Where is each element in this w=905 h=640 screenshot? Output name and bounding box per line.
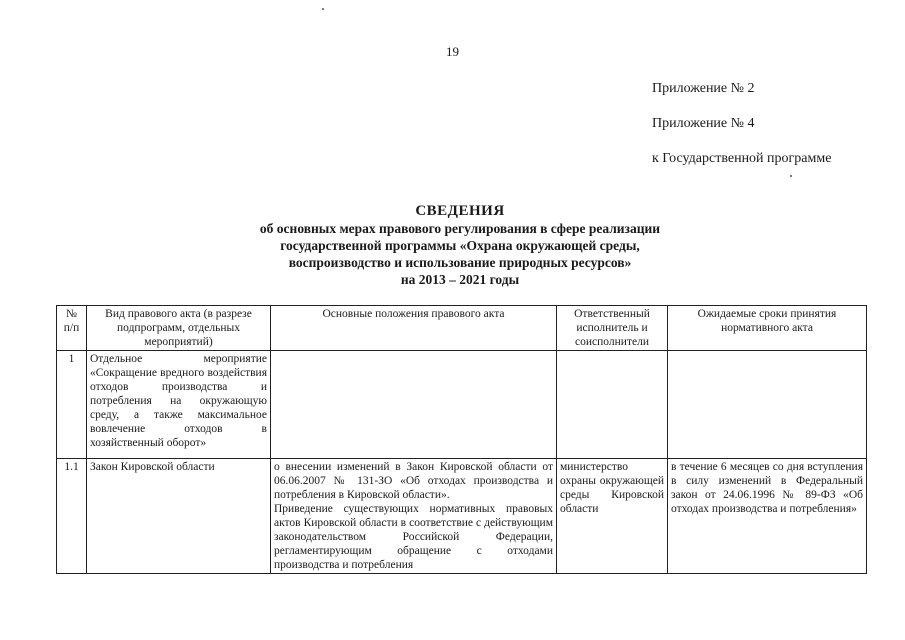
provisions-paragraph-2: Приведение существующих нормативных правовых актов Кировской области в соответствие с действующим законодательством Российской Федерации, регламентирующим обращение с отходами производства и потребления — [274, 503, 553, 571]
title-main: СВЕДЕНИЯ — [415, 203, 505, 219]
row-num: 1.1 — [57, 459, 87, 574]
header-num: № п/п — [57, 306, 87, 351]
title-line-3: воспроизводство и использование природных ресурсов» — [288, 255, 632, 270]
appendix-line-1: Приложение № 2 — [652, 81, 755, 96]
title-line-4: на 2013 – 2021 годы — [400, 272, 520, 287]
header-responsible: Ответственный исполнитель и соисполнители — [557, 306, 668, 351]
header-act-type: Вид правового акта (в разрезе подпрограмм, отдельных мероприятий) — [87, 306, 271, 351]
table-header-row — [57, 306, 867, 351]
title-line-2: государственной программы «Охрана окружающей среды, — [280, 238, 640, 253]
appendix-line-3: к Государственной программе — [652, 151, 832, 166]
header-provisions: Основные положения правового акта — [271, 306, 557, 351]
row-act-type: Закон Кировской области — [87, 459, 271, 574]
scan-speck — [322, 8, 324, 10]
measures-table — [56, 305, 867, 574]
header-deadline: Ожидаемые сроки принятия нормативного акта — [668, 306, 867, 351]
row-act-type: Отдельное мероприятие «Сокращение вредного воздействия отходов производства и потребления на окружающую среду, а также максимальное вовлечение отходов в хозяйственный оборот» — [87, 351, 271, 459]
page-number: 19 — [446, 44, 459, 59]
document-title — [200, 203, 720, 288]
row-num: 1 — [57, 351, 87, 459]
table-row — [57, 459, 867, 574]
row-provisions — [271, 459, 557, 574]
provisions-paragraph-1: о внесении изменений в Закон Кировской области от 06.06.2007 № 131-ЗО «Об отходах производства и потребления в Кировской области». — [274, 461, 553, 501]
appendix-line-2: Приложение № 4 — [652, 116, 755, 131]
row-deadline: в течение 6 месяцев со дня вступления в силу изменений в Федеральный закон от 24.06.1996 № 89-ФЗ «Об отходах производства и потребления» — [668, 459, 867, 574]
row-responsible: министерство охраны окружающей среды Кировской области — [557, 459, 668, 574]
row-responsible — [557, 351, 668, 459]
row-deadline — [668, 351, 867, 459]
title-line-1: об основных мерах правового регулирования в сфере реализации — [259, 221, 661, 236]
table-row — [57, 351, 867, 459]
scan-speck — [790, 175, 792, 177]
row-provisions — [271, 351, 557, 459]
